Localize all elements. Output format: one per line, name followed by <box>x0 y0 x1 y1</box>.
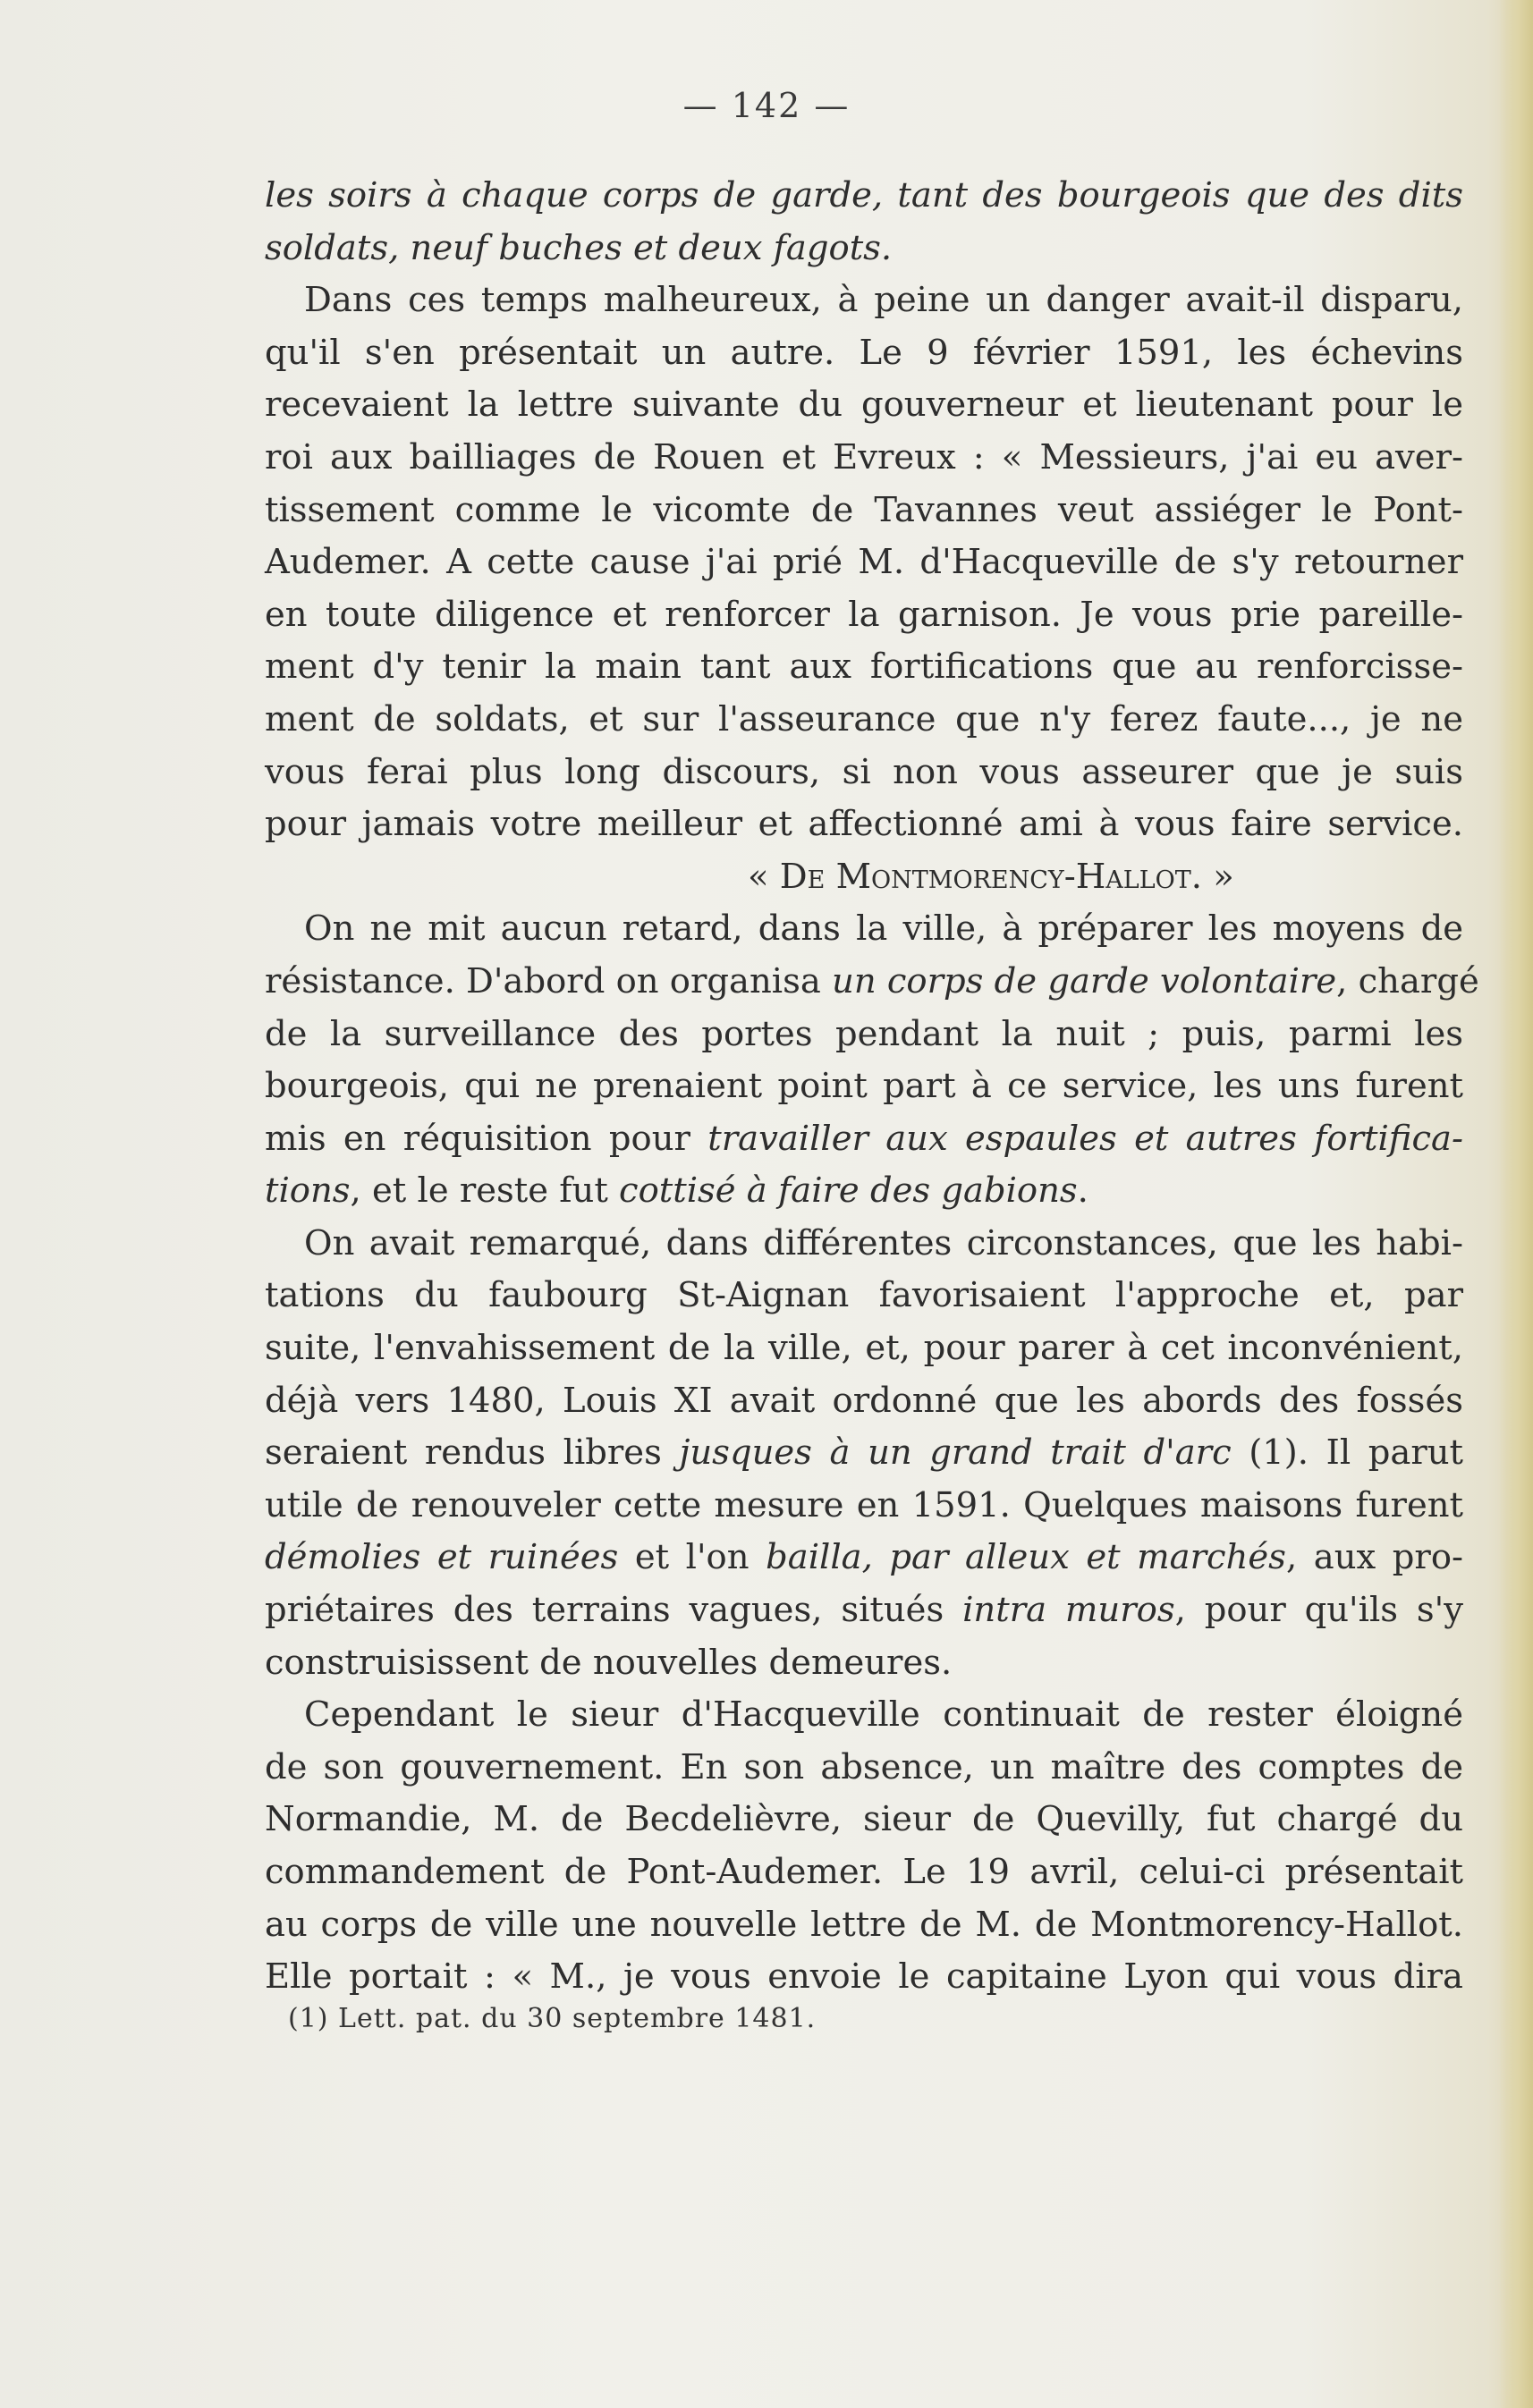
text-line: pour jamais votre meilleur et affectionné ami à vous faire service. <box>265 804 1463 845</box>
text-line: suite, l'envahissement de la ville, et, pour parer à cet inconvénient, <box>265 1328 1463 1369</box>
text-line: Elle portait : « M., je vous envoie le capitaine Lyon qui vous dira <box>265 1956 1463 1998</box>
text-line: commandement de Pont-Audemer. Le 19 avril, celui-ci présentait <box>265 1852 1463 1892</box>
text-line: qu'il s'en présentait un autre. Le 9 février 1591, les échevins <box>265 332 1463 373</box>
text-line: bourgeois, qui ne prenaient point part à ce service, les uns furent <box>265 1066 1463 1107</box>
text-line: Normandie, M. de Becdelièvre, sieur de Quevilly, fut chargé du <box>265 1799 1463 1840</box>
signature-line: « De Montmorency-Hallot. » <box>748 856 1234 897</box>
text-run: et l'on <box>618 1537 766 1578</box>
text-line <box>265 1584 1463 1637</box>
text-run: , pour qu'ils s'y <box>1174 1590 1463 1631</box>
text-line: en toute diligence et renforcer la garnison. Je vous prie pareille- <box>265 594 1463 635</box>
text-line: déjà vers 1480, Louis XI avait ordonné que les abords des fossés <box>265 1380 1463 1421</box>
text-run: priétaires des terrains vagues, situés <box>265 1590 963 1631</box>
text-line: de la surveillance des portes pendant la nuit ; puis, parmi les <box>265 1013 1463 1054</box>
text-line: tations du faubourg St-Aignan favorisaient l'approche et, par <box>265 1275 1463 1316</box>
italic-phrase: démolies et ruinées <box>265 1537 619 1578</box>
text-line <box>265 1113 1463 1166</box>
text-run: résistance. D'abord on organisa <box>265 960 833 1001</box>
text-line <box>265 1165 1463 1218</box>
text-line: vous ferai plus long discours, si non vous asseurer que je suis <box>265 751 1463 792</box>
italic-phrase: un corps de garde volontaire <box>832 960 1337 1001</box>
page-edge-shading <box>1499 0 1533 2408</box>
italic-phrase: intra muros <box>962 1590 1175 1631</box>
text-line: Dans ces temps malheureux, à peine un danger avait-il disparu, <box>304 280 1463 321</box>
text-line: utile de renouveler cette mesure en 1591. Quelques maisons furent <box>265 1484 1463 1525</box>
text-line: tissement comme le vicomte de Tavannes veut assiéger le Pont- <box>265 489 1463 530</box>
text-line <box>265 1532 1463 1584</box>
italic-phrase: tions <box>265 1170 351 1212</box>
italic-phrase: bailla, par alleux et marchés <box>766 1537 1286 1578</box>
italic-phrase: jusques à un grand trait d'arc <box>679 1432 1232 1474</box>
italic-phrase: travailler aux espaules et autres fortifica- <box>707 1118 1463 1159</box>
text-line: les soirs à chaque corps de garde, tant des bourgeois que des dits <box>265 175 1463 215</box>
text-line: Audemer. A cette cause j'ai prié M. d'Hacqueville de s'y retourner <box>265 542 1463 583</box>
text-line: au corps de ville une nouvelle lettre de M. de Montmorency-Hallot. <box>265 1904 1463 1945</box>
text-line: Cependant le sieur d'Hacqueville continuait de rester éloigné <box>304 1694 1463 1736</box>
footnote: (1) Lett. pat. du 30 septembre 1481. <box>288 2003 817 2034</box>
body-text <box>265 170 1479 2004</box>
text-run: (1). Il parut <box>1231 1432 1464 1474</box>
text-run: seraient rendus libres <box>265 1432 680 1474</box>
italic-phrase: cottisé à faire des gabions <box>619 1170 1078 1212</box>
text-line <box>265 956 1479 1009</box>
text-run: , aux pro- <box>1285 1537 1464 1578</box>
text-line: de son gouvernement. En son absence, un maître des comptes de <box>265 1746 1463 1787</box>
text-line: On ne mit aucun retard, dans la ville, à préparer les moyens de <box>304 908 1463 950</box>
page-number: — 142 — <box>682 86 851 125</box>
text-line: roi aux bailliages de Rouen et Evreux : « Messieurs, j'ai eu aver- <box>265 436 1463 477</box>
text-run: , et le reste fut <box>350 1170 620 1212</box>
text-line <box>265 1427 1463 1480</box>
text-run: . <box>1077 1170 1088 1212</box>
text-run: , chargé <box>1336 960 1479 1001</box>
text-line: construisissent de nouvelles demeures. <box>265 1642 953 1683</box>
text-line: ment de soldats, et sur l'asseurance que n'y ferez faute..., je ne <box>265 698 1463 739</box>
text-line: soldats, neuf buches et deux fagots. <box>265 227 893 268</box>
text-run: mis en réquisition pour <box>265 1118 708 1159</box>
text-line: recevaient la lettre suivante du gouverneur et lieutenant pour le <box>265 384 1463 426</box>
text-line: On avait remarqué, dans différentes circonstances, que les habi- <box>304 1222 1463 1263</box>
text-line: ment d'y tenir la main tant aux fortifications que au renforcisse- <box>265 646 1463 688</box>
